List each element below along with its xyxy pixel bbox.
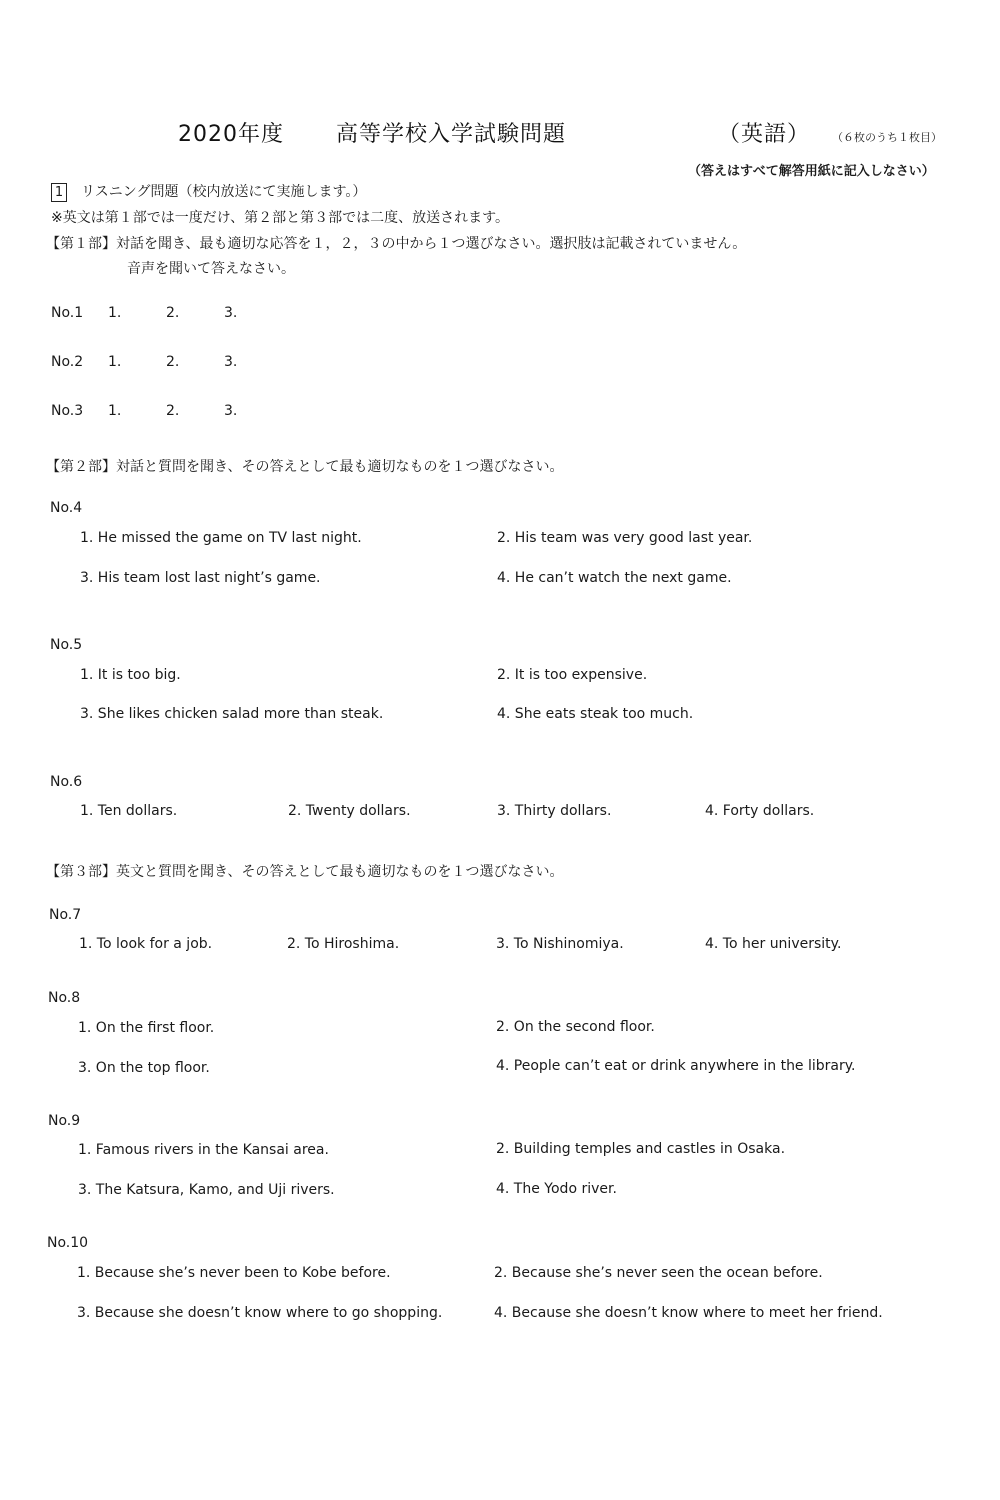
choice-no10-4: 4. Because she doesn’t know where to meet her friend. — [494, 1305, 883, 1321]
question-label: No.3 — [51, 403, 84, 419]
exam-year: 2020年度 — [178, 122, 284, 147]
question-no3 — [51, 403, 282, 419]
choice: 1. — [108, 305, 122, 321]
choice-no5-4: 4. She eats steak too much. — [497, 706, 694, 722]
choice-no9-4: 4. The Yodo river. — [496, 1181, 617, 1197]
choice-no8-1: 1. On the first floor. — [78, 1020, 215, 1036]
choice-no6-1: 1. Ten dollars. — [80, 803, 178, 819]
choice-no6-3: 3. Thirty dollars. — [497, 803, 612, 819]
choice: 3. — [224, 305, 238, 321]
choice-no5-2: 2. It is too expensive. — [497, 667, 648, 683]
choice-no10-2: 2. Because she’s never seen the ocean before. — [494, 1265, 823, 1281]
choice-no9-1: 1. Famous rivers in the Kansai area. — [78, 1142, 329, 1158]
question-label-no9: No.9 — [48, 1113, 81, 1129]
choice-no9-2: 2. Building temples and castles in Osaka. — [496, 1141, 786, 1157]
question-label-no5: No.5 — [50, 637, 83, 653]
part3-heading: 【第３部】英文と質問を聞き、その答えとして最も適切なものを１つ選びなさい。 — [46, 864, 564, 880]
page-count: （６枚のうち１枚目） — [832, 131, 942, 144]
answer-instruction: （答えはすべて解答用紙に記入しなさい） — [688, 164, 935, 179]
part1-heading-line2: 音声を聞いて答えなさい。 — [127, 261, 295, 277]
choice-no4-3: 3. His team lost last night’s game. — [80, 570, 321, 586]
question-label: No.1 — [51, 305, 84, 321]
part1-heading: 【第１部】対話を聞き、最も適切な応答を１，２，３の中から１つ選びなさい。選択肢は記載されていません。 — [46, 236, 747, 252]
section-heading — [51, 181, 366, 202]
choice: 1. — [108, 403, 122, 419]
question-label-no6: No.6 — [50, 774, 83, 790]
choice-no7-1: 1. To look for a job. — [79, 936, 213, 952]
question-label-no8: No.8 — [48, 990, 81, 1006]
choice-no10-3: 3. Because she doesn’t know where to go shopping. — [77, 1305, 443, 1321]
section-title: リスニング問題（校内放送にて実施します。） — [81, 184, 367, 200]
choice-no5-3: 3. She likes chicken salad more than steak. — [80, 706, 384, 722]
choice-no4-4: 4. He can’t watch the next game. — [497, 570, 732, 586]
choice-no8-3: 3. On the top floor. — [78, 1060, 210, 1076]
broadcast-note: ※英文は第１部では一度だけ、第２部と第３部では二度、放送されます。 — [51, 210, 510, 226]
choice-no8-2: 2. On the second floor. — [496, 1019, 655, 1035]
choice-no10-1: 1. Because she’s never been to Kobe before. — [77, 1265, 391, 1281]
question-label-no10: No.10 — [47, 1235, 89, 1251]
question-no1 — [51, 305, 282, 321]
exam-title: 高等学校入学試験問題 — [336, 122, 567, 147]
choice-no8-4: 4. People can’t eat or drink anywhere in the library. — [496, 1058, 856, 1074]
choice-no5-1: 1. It is too big. — [80, 667, 181, 683]
choice-no7-3: 3. To Nishinomiya. — [496, 936, 624, 952]
choice-no4-1: 1. He missed the game on TV last night. — [80, 530, 362, 546]
choice: 1. — [108, 354, 122, 370]
question-label-no4: No.4 — [50, 500, 83, 516]
choice-no7-2: 2. To Hiroshima. — [287, 936, 400, 952]
choice-no9-3: 3. The Katsura, Kamo, and Uji rivers. — [78, 1182, 335, 1198]
question-label: No.2 — [51, 354, 84, 370]
choice-no6-2: 2. Twenty dollars. — [288, 803, 411, 819]
choice: 2. — [166, 354, 180, 370]
section-number: 1 — [51, 183, 67, 202]
question-no2 — [51, 354, 282, 370]
choice-no7-4: 4. To her university. — [705, 936, 842, 952]
question-label-no7: No.7 — [49, 907, 82, 923]
part2-heading: 【第２部】対話と質問を聞き、その答えとして最も適切なものを１つ選びなさい。 — [46, 459, 564, 475]
choice: 2. — [166, 305, 180, 321]
choice: 3. — [224, 354, 238, 370]
choice: 3. — [224, 403, 238, 419]
choice-no4-2: 2. His team was very good last year. — [497, 530, 753, 546]
choice: 2. — [166, 403, 180, 419]
choice-no6-4: 4. Forty dollars. — [705, 803, 815, 819]
exam-subject: （英語） — [718, 122, 811, 147]
